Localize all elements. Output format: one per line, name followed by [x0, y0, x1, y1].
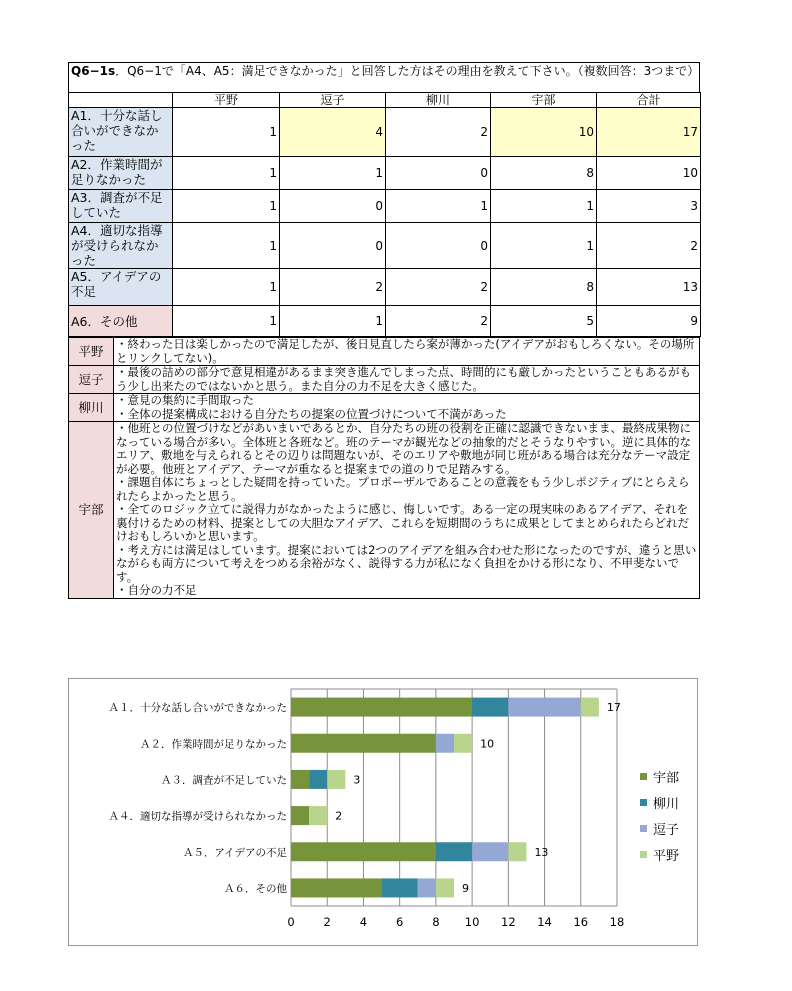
table-row [69, 190, 701, 223]
table-cell: 2 [386, 306, 491, 337]
comment-line: ・他班との位置づけなどがあいまいであるとか、自分たちの班の役割を正確に認識できないまま、最終成果物になっている場合が多い。全体班と各班など。班のテーマが観光などの抽象的だとそうなりやすい。逆に具体的なエリア、敷地を与えられるとその辺りは問題ないが、そのエリアや敷地が同じ班がある場合は充分なテーマ設定が必要。他班とアイデア、テーマが重なると提案までの道のりで足踏みする。 [116, 421, 691, 476]
comment-line: ・終わった日は楽しかったので満足したが、後日見直したら案が薄かった(アイデアがおもしろくない。その場所とリンクしてない)。 [116, 337, 695, 365]
comment-line: ・考え方には満足はしています。提案においては2つのアイデアを組み合わせた形になったのですが、違うと思いながらも両方について考えをつめる余裕がなく、説得する力が私になく負担をかける形になり、不甲斐ないです。 [116, 542, 697, 584]
table-cell: 1 [280, 157, 386, 190]
question-text: ．Q6−1で「A4、A5：満足できなかった」と回答した方はその理由を教えて下さい。（複数回答：3つまで） [115, 64, 700, 78]
bar-segment-宇部 [291, 734, 436, 753]
bar-segment-平野 [309, 806, 327, 825]
results-table [68, 92, 701, 337]
table-cell: 1 [173, 108, 280, 157]
comment-row [69, 394, 700, 422]
comment-line: ・意見の集約に手間取った [116, 393, 254, 407]
table-cell: 3 [597, 190, 701, 223]
table-row [69, 269, 701, 306]
table-cell: 0 [280, 190, 386, 223]
legend-label: 柳川 [653, 796, 680, 812]
legend-label: 宇部 [653, 770, 680, 786]
legend-swatch [640, 851, 647, 858]
legend-swatch [640, 799, 647, 806]
legend-swatch [640, 825, 647, 832]
header-total: 合計 [597, 93, 701, 108]
bar-segment-宇部 [291, 878, 382, 897]
bar-segment-平野 [327, 770, 345, 789]
row-label: A4．適切な指導が受けられなかった [69, 223, 173, 269]
legend-item [640, 789, 679, 815]
comment-site-label: 柳川 [69, 394, 114, 422]
category-label: Ａ４．適切な指導が受けられなかった [108, 810, 287, 823]
bar-segment-逗子 [436, 734, 454, 753]
bar-segment-逗子 [418, 878, 436, 897]
comment-line: ・全てのロジック立てに説得力がなかったように感じ、悔しいです。ある一定の現実味のあるアイデア、それを裏付けるための材料、提案としての大胆なアイデア、これらを短期間のうちに成果としてまとめられたらどれだけおもしろいかと思います。 [116, 502, 690, 543]
table-cell: 10 [491, 108, 597, 157]
table-cell: 1 [491, 190, 597, 223]
x-tick-label: 0 [287, 915, 295, 929]
comment-text [114, 338, 700, 366]
header-blank [69, 93, 173, 108]
legend-label: 平野 [653, 848, 680, 864]
comment-site-label: 宇部 [69, 422, 114, 599]
comment-line: ・最後の詰めの部分で意見相違があるまま突き進んでしまった点、時間的にも厳しかったということもあるがもう少し出来たのではないかと思う。また自分の力不足を大きく感じた。 [116, 365, 691, 393]
table-cell: 1 [173, 157, 280, 190]
row-label: A6．その他 [69, 306, 173, 337]
bar-total-label: 17 [606, 701, 621, 715]
table-row [69, 157, 701, 190]
bar-segment-平野 [508, 842, 526, 861]
legend-swatch [640, 773, 647, 780]
bar-total-label: 13 [534, 845, 549, 859]
x-tick-label: 14 [537, 915, 552, 929]
x-tick-label: 16 [573, 915, 589, 929]
table-cell: 0 [280, 223, 386, 269]
table-cell: 2 [280, 269, 386, 306]
header-ube: 宇部 [491, 93, 597, 108]
x-tick-label: 2 [323, 915, 331, 929]
x-tick-label: 12 [501, 915, 516, 929]
row-label: A1．十分な話し合いができなかった [69, 108, 173, 157]
question-id: Q6−1s [71, 64, 116, 78]
table-cell: 1 [280, 306, 386, 337]
bar-segment-宇部 [291, 842, 436, 861]
header-zushi: 逗子 [280, 93, 386, 108]
question-title [68, 62, 700, 92]
table-cell: 1 [386, 190, 491, 223]
table-cell: 1 [173, 223, 280, 269]
row-label: A3．調査が不足していた [69, 190, 173, 223]
table-cell: 1 [173, 190, 280, 223]
comment-line: ・課題自体にちょっとした疑問を持っていた。プロポーザルであることの意義をもう少しポジティブにとらえられたらよかったと思う。 [116, 475, 690, 503]
bar-total-label: 2 [335, 809, 343, 823]
x-tick-label: 8 [432, 915, 440, 929]
table-cell: 17 [597, 108, 701, 157]
comment-site-label: 平野 [69, 338, 114, 366]
table-cell: 2 [597, 223, 701, 269]
table-cell: 0 [386, 223, 491, 269]
table-cell: 1 [173, 306, 280, 337]
bar-segment-平野 [581, 698, 599, 717]
table-cell: 4 [280, 108, 386, 157]
bar-segment-柳川 [436, 842, 472, 861]
bar-segment-平野 [454, 734, 472, 753]
row-label: A2．作業時間が足りなかった [69, 157, 173, 190]
bar-segment-柳川 [472, 698, 508, 717]
table-cell: 1 [491, 223, 597, 269]
bar-segment-柳川 [309, 770, 327, 789]
table-row [69, 223, 701, 269]
x-tick-label: 10 [464, 915, 480, 929]
legend-item [640, 815, 679, 841]
category-label: Ａ５．アイデアの不足 [182, 846, 287, 859]
comment-row [69, 366, 700, 394]
category-label: Ａ１．十分な話し合いができなかった [108, 702, 287, 715]
bar-total-label: 3 [353, 773, 361, 787]
table-cell: 13 [597, 269, 701, 306]
bar-segment-宇部 [291, 770, 309, 789]
comment-text [114, 394, 700, 422]
category-label: Ａ３．調査が不足していた [161, 774, 287, 787]
category-label: Ａ２．作業時間が足りなかった [140, 738, 287, 751]
table-cell: 1 [173, 269, 280, 306]
x-tick-label: 18 [609, 915, 625, 929]
bar-segment-宇部 [291, 806, 309, 825]
table-header-row [69, 93, 701, 108]
header-hirano: 平野 [173, 93, 280, 108]
comment-row [69, 338, 700, 366]
table-cell: 8 [491, 157, 597, 190]
survey-document [68, 62, 700, 599]
stacked-bar-chart [69, 679, 697, 945]
comment-line: ・自分の力不足 [116, 583, 197, 597]
legend-label: 逗子 [653, 822, 680, 838]
comment-text [114, 422, 700, 599]
comment-line: ・全体の提案構成における自分たちの提案の位置づけについて不満があった [116, 406, 507, 421]
bar-segment-平野 [436, 878, 454, 897]
table-cell: 9 [597, 306, 701, 337]
table-cell: 10 [597, 157, 701, 190]
table-row [69, 108, 701, 157]
bar-total-label: 10 [480, 737, 495, 751]
x-tick-label: 4 [359, 915, 368, 929]
bar-total-label: 9 [462, 881, 469, 895]
chart-frame [68, 678, 698, 946]
table-cell: 2 [386, 269, 491, 306]
bar-segment-宇部 [291, 698, 472, 717]
legend-item [640, 841, 679, 867]
comment-row [69, 422, 700, 599]
table-cell: 0 [386, 157, 491, 190]
comment-text [114, 366, 700, 394]
comment-site-label: 逗子 [69, 366, 114, 394]
table-cell: 5 [491, 306, 597, 337]
legend-item [640, 763, 679, 789]
table-row [69, 306, 701, 337]
x-tick-label: 6 [396, 915, 404, 929]
table-cell: 2 [386, 108, 491, 157]
bar-segment-逗子 [472, 842, 508, 861]
bar-segment-柳川 [382, 878, 418, 897]
table-cell: 8 [491, 269, 597, 306]
comments-table [68, 337, 700, 599]
chart-legend [640, 763, 679, 867]
row-label: A5．アイデアの不足 [69, 269, 173, 306]
header-yanagawa: 柳川 [386, 93, 491, 108]
bar-segment-逗子 [508, 698, 580, 717]
category-label: Ａ６．その他 [224, 882, 287, 895]
